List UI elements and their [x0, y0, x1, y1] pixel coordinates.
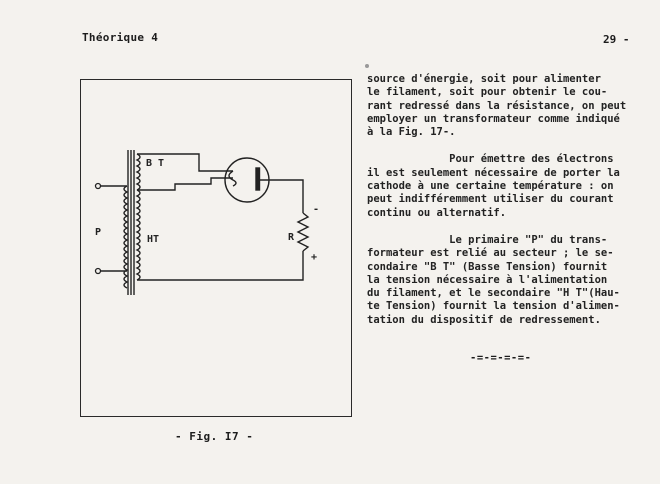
p2-line-2: il est seulement nécessaire de porter la: [367, 166, 620, 179]
label-p: P: [95, 227, 102, 238]
page-number: 29 -: [603, 33, 630, 46]
p3-line-4: la tension nécessaire à l'alimentation: [367, 273, 608, 286]
primary-coil: [124, 186, 127, 288]
p3-line-6: te Tension) fournit la tension d'alimen-: [367, 300, 620, 313]
figure-17-box: [80, 79, 352, 417]
p2-line-4: peut indifféremment utiliser du courant: [367, 193, 614, 206]
figure-caption: - Fig. I7 -: [175, 430, 254, 443]
p1-line-3: rant redressé dans la résistance, on peut: [367, 99, 627, 112]
ht-coil: [137, 190, 140, 280]
speck: [365, 64, 369, 68]
p2-line-5: continu ou alternatif.: [367, 206, 507, 219]
label-r: R: [288, 232, 295, 243]
p3-line-2: formateur est relié au secteur ; le se-: [367, 247, 614, 260]
bt-coil: [137, 154, 140, 190]
p1-line-2: le filament, soit pour obtenir le cou-: [367, 86, 608, 99]
resistor: [298, 213, 308, 251]
p1-line-1: source d'énergie, soit pour alimenter: [367, 73, 601, 85]
p2-line-3: cathode à une certaine température : on: [367, 180, 614, 193]
p1-line-5: à la Fig. 17-.: [367, 126, 456, 139]
header-title: Théorique 4: [82, 31, 159, 44]
p3-line-7: tation du dispositif de redressement.: [367, 313, 601, 326]
p3-line-3: condaire "B T" (Basse Tension) fournit: [367, 260, 608, 273]
circuit-diagram: [81, 80, 353, 418]
p3-line-1: Le primaire "P" du trans-: [367, 233, 608, 246]
p1-line-4: employer un transformateur comme indiqué: [367, 112, 620, 125]
section-separator: -=-=-=-=-: [470, 352, 532, 364]
label-minus: -: [313, 204, 320, 215]
p3-line-5: du filament, et le secondaire "H T"(Hau-: [367, 287, 620, 300]
label-ht: HT: [147, 234, 160, 245]
label-bt: B T: [146, 158, 165, 169]
label-plus: +: [311, 252, 318, 263]
body-text: [367, 73, 639, 327]
p2-line-1: Pour émettre des électrons: [367, 153, 614, 166]
